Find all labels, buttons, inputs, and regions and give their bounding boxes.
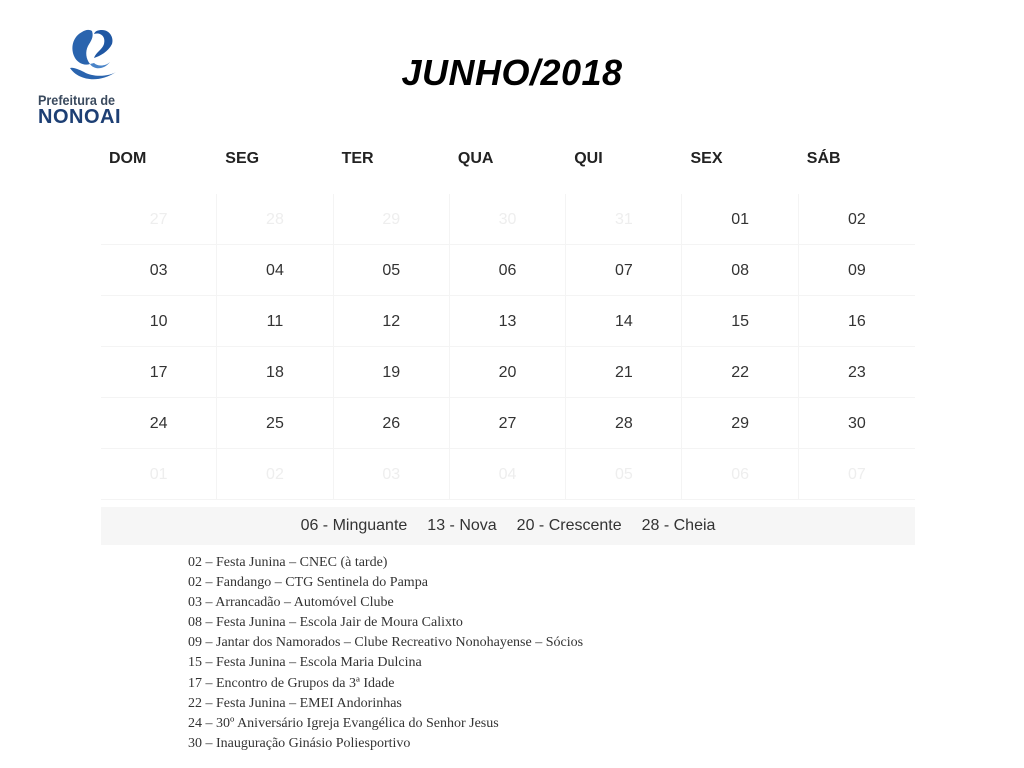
event-item: 17 – Encontro de Grupos da 3ª Idade (188, 675, 395, 691)
calendar-day-outside-month: 04 (450, 449, 566, 500)
calendar-day-outside-month: 30 (450, 194, 566, 245)
calendar-day: 29 (682, 398, 798, 449)
weekday-label: SEX (690, 150, 723, 167)
moon-phase: 20 - Crescente (516, 517, 622, 534)
events-list (188, 553, 583, 754)
weekday-label: SÁB (806, 150, 841, 167)
calendar-grid (101, 194, 915, 500)
calendar-day: 24 (101, 398, 217, 449)
calendar-day-outside-month: 28 (217, 194, 333, 245)
weekday-label: TER (341, 150, 374, 167)
calendar-day: 30 (799, 398, 915, 449)
event-item: 08 – Festa Junina – Escola Jair de Moura Calixto (188, 615, 463, 631)
logo-text-prefeitura: Prefeitura de (38, 92, 116, 108)
calendar-day: 10 (101, 296, 217, 347)
event-item: 22 – Festa Junina – EMEI Andorinhas (188, 695, 402, 711)
event-item: 02 – Festa Junina – CNEC (à tarde) (188, 555, 388, 570)
calendar-day: 21 (566, 347, 682, 398)
event-item: 15 – Festa Junina – Escola Maria Dulcina (188, 655, 422, 671)
calendar-day: 22 (682, 347, 798, 398)
calendar-day-outside-month: 01 (101, 449, 217, 500)
event-item: 09 – Jantar dos Namorados – Clube Recreativo Nonohayense – Sócios (188, 635, 584, 651)
calendar-day: 07 (566, 245, 682, 296)
calendar (101, 142, 915, 500)
moon-phase: 28 - Cheia (641, 517, 716, 534)
event-item: 24 – 30º Aniversário Igreja Evangélica do Senhor Jesus (188, 715, 499, 731)
calendar-day: 26 (334, 398, 450, 449)
calendar-day: 19 (334, 347, 450, 398)
weekday-label: QUA (457, 150, 494, 167)
calendar-day: 25 (217, 398, 333, 449)
calendar-day: 13 (450, 296, 566, 347)
calendar-day: 05 (334, 245, 450, 296)
calendar-day: 14 (566, 296, 682, 347)
weekday-label: DOM (109, 150, 147, 167)
calendar-day: 20 (450, 347, 566, 398)
calendar-day-outside-month: 07 (799, 449, 915, 500)
moon-phase: 06 - Minguante (300, 517, 408, 534)
calendar-day: 28 (566, 398, 682, 449)
calendar-day: 15 (682, 296, 798, 347)
moon-phase: 13 - Nova (427, 517, 497, 534)
calendar-day: 04 (217, 245, 333, 296)
weekday-label: QUI (574, 150, 603, 167)
calendar-day-outside-month: 29 (334, 194, 450, 245)
calendar-day: 09 (799, 245, 915, 296)
calendar-day-outside-month: 06 (682, 449, 798, 500)
calendar-day: 23 (799, 347, 915, 398)
page-title: JUNHO/2018 (401, 52, 623, 93)
calendar-day: 01 (682, 194, 798, 245)
calendar-day: 06 (450, 245, 566, 296)
calendar-day-outside-month: 03 (334, 449, 450, 500)
event-item: 30 – Inauguração Ginásio Poliesportivo (188, 735, 411, 751)
calendar-day: 08 (682, 245, 798, 296)
calendar-day: 17 (101, 347, 217, 398)
calendar-day: 02 (799, 194, 915, 245)
calendar-day-outside-month: 02 (217, 449, 333, 500)
calendar-day: 11 (217, 296, 333, 347)
calendar-day: 16 (799, 296, 915, 347)
event-item: 02 – Fandango – CTG Sentinela do Pampa (188, 575, 428, 591)
calendar-day-outside-month: 31 (566, 194, 682, 245)
moon-phases-bar (101, 507, 915, 545)
calendar-day-outside-month: 27 (101, 194, 217, 245)
logo-text-nonoai: NONOAI (38, 106, 121, 128)
calendar-day: 03 (101, 245, 217, 296)
calendar-day: 12 (334, 296, 450, 347)
weekday-label: SEG (225, 150, 260, 167)
calendar-day: 27 (450, 398, 566, 449)
weekday-header (101, 142, 915, 176)
calendar-day-outside-month: 05 (566, 449, 682, 500)
event-item: 03 – Arrancadão – Automóvel Clube (188, 595, 394, 611)
calendar-day: 18 (217, 347, 333, 398)
